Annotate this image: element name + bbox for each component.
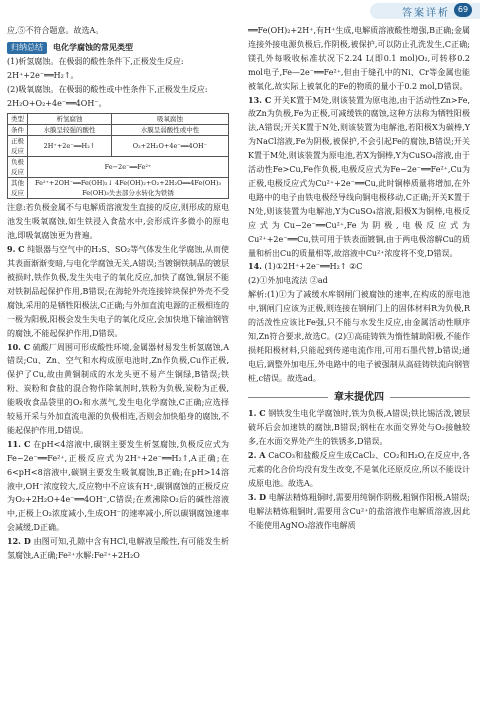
table-cell: 负极反应 bbox=[8, 157, 28, 178]
summary-heading bbox=[7, 41, 229, 55]
question-10 bbox=[7, 341, 229, 438]
paragraph-1-equation: 2H⁺+2e⁻══H₂↑。 bbox=[7, 70, 79, 80]
right-column bbox=[248, 24, 470, 533]
question-11 bbox=[7, 438, 229, 535]
answer-text: (1)①2H⁺+2e⁻══H₂↑ ②C bbox=[264, 262, 363, 272]
answer-text: 电解法精炼粗铜时,需要用纯铜作阴极,粗铜作阳极,A错误;电解法精炼粗铜时,需要用含Cu²⁺的盐溶液作电解质溶液,因此不能使用AgNO₃溶液作电解质 bbox=[248, 492, 470, 530]
answer-text: 开关K置于M处,则该装置为原电池,由于活动性Zn>Fe,故Zn为负极,Fe为正极,可减缓铁的腐蚀,这种方法称为牺牲阳极法,A错误;开关K置于N处,则该装置为电解池,若阳极X为碳棒,Y为NaCl溶液,Fe为阴极,被保护,不会引起Fe的腐蚀,B错误;开关K置于M处,则该装置为原电池,若X为铜棒,Y为CuSO₄溶液,由于活动性Fe>Cu,Fe作负极,电极反应式为Fe−2e⁻══Fe²⁺,Cu为正极,电极反应式为Cu²⁺+2e⁻══Cu,此时铜棒质量将增加,在外电路中的电子由铁电极经导线向铜电极移动,C正确;开关K置于N处,则该装置为电解池,Y为CuSO₄溶液,阳极X为铜棒,电极反应式为Cu−2e⁻══Cu²⁺,Fe为阴极,电极反应式为Cu²⁺+2e⁻══Cu,铁可用于铁表面镀铜,由于两电极溶解Cu的质量和析出Cu的质量相等,故溶液中Cu²⁺浓度将不变,D错误。 bbox=[248, 95, 470, 258]
answer-text: CaCO₃和盐酸反应生成CaCl₂、CO₂和H₂O,在反应中,各元素的化合价均没有发生改变,不是氧化还原反应,所以不能设计成原电池。故选A。 bbox=[248, 451, 471, 488]
divider bbox=[248, 397, 328, 398]
question-14-part-2: (2)①外加电流法 ②ad bbox=[248, 276, 328, 286]
paragraph-2-equation: 2H₂O+O₂+4e⁻══4OH⁻。 bbox=[7, 98, 107, 108]
table-header-row bbox=[8, 114, 229, 125]
note-text: 注意:若负极金属不与电解质溶液发生直接的反应,则形成的原电池发生吸氧腐蚀,如生铁浸入食盐水中,会形成许多微小的原电池,即吸氧腐蚀更为普遍。 bbox=[7, 203, 229, 241]
analysis-text: 解析:(1)①为了减缓水库钢闸门被腐蚀的速率,在构成的原电池中,钢闸门应该为正极,则连接在钢闸门上的固体材料R为负极,R的活泼性应该比Fe强,只不能与水发生反应,由金属活动性顺序知,Zn符合要求,故选C。(2)①高硅铸铁为惰性辅助阳极,不能作损耗阳极材料,只能起到传递电流作用,可用石墨代替,b错误;通电后,调整外加电压,外电路中的电子被强制从高硅铸铁流向钢管桩,c错误。故选ad。 bbox=[248, 290, 470, 383]
page-header bbox=[0, 0, 480, 20]
answer-text: 由图可知,孔隙中含有HCl,电解液呈酸性,有可能发生析氢腐蚀,A正确;Fe²⁺水解:Fe²⁺+2H₂O bbox=[7, 537, 229, 561]
left-column bbox=[7, 24, 229, 563]
question-number: 2. A bbox=[248, 450, 266, 461]
section-question-2 bbox=[248, 449, 470, 491]
answer-text: 硫酸厂周围可形成酸性环境,金属器材易发生析氢腐蚀,A错误;Cu、Zn、空气和水构成原电池时,Zn作负极,Cu作正极,保护了Cu,故由黄铜制成的水龙头更不易产生铜绿,B错误;铁粉、炭粉和食盐的混合物作除氧剂时,铁粉为负极,炭粉为正极,能吸收食品袋里的O₂和水蒸气,发生电化学腐蚀,C正确;应选择较易开采与外加直流电源的负极相连,否则会加快船身的腐蚀,不能起保护作用,D错误。 bbox=[7, 342, 229, 435]
divider bbox=[390, 397, 470, 398]
question-13 bbox=[248, 94, 470, 261]
table-cell: 条件 bbox=[8, 125, 28, 136]
question-number: 10. C bbox=[7, 341, 31, 352]
section-question-3 bbox=[248, 491, 470, 533]
answer-text: 钢铁发生电化学腐蚀时,铁为负极,A错误;铁比锡活泼,镀层破坏后会加速铁的腐蚀,B错误;钢柱在水面交界处与O₂接触较多,在水面交界处产生的铁锈多,D错误。 bbox=[248, 409, 470, 447]
table-cell: Fe−2e⁻══Fe²⁺ bbox=[28, 157, 229, 178]
question-number: 12. D bbox=[7, 536, 31, 547]
question-number: 11. C bbox=[7, 438, 31, 449]
table-cell: Fe²⁺+2OH⁻══Fe(OH)₂↓ 4Fe(OH)₂+O₂+2H₂O══4Fe(OH)₃ Fe(OH)₃失去部分水转化为铁锈 bbox=[28, 178, 229, 199]
table-cell: 2H⁺+2e⁻══H₂↑ bbox=[28, 136, 112, 157]
question-9 bbox=[7, 243, 229, 340]
question-number: 3. D bbox=[248, 491, 267, 502]
answer-text: 在pH<4溶液中,碳钢主要发生析氢腐蚀,负极反应式为Fe−2e⁻══Fe²⁺,正极反应式为2H⁺+2e⁻══H₂↑,A正确;在6<pH<8溶液中,碳钢主要发生吸氧腐蚀,B正确;在pH>14溶液中,OH⁻浓度较大,反应物中不应该有H⁺,碳钢腐蚀的正极反应为O₂+2H₂O+4e⁻══4OH⁻,C错误;在煮沸除O₂后的碱性溶液中,正极上O₂浓度减小,生成OH⁻的速率减小,所以碳钢腐蚀速率会减缓,D正确。 bbox=[7, 439, 229, 533]
table-row bbox=[8, 157, 229, 178]
section-question-1 bbox=[248, 407, 470, 449]
comparison-table bbox=[7, 113, 229, 199]
question-number: 9. C bbox=[7, 244, 25, 255]
paragraph-1: (1)析氢腐蚀。在极弱的酸性条件下,正极发生反应: bbox=[7, 56, 184, 66]
table-cell: 其他反应 bbox=[8, 178, 28, 199]
question-number: 1. C bbox=[248, 408, 266, 419]
section-heading bbox=[248, 391, 470, 405]
question-number: 14. bbox=[248, 261, 262, 272]
header-title: 答案详析 bbox=[402, 8, 450, 19]
table-header-cell: 析氢腐蚀 bbox=[28, 114, 112, 125]
table-cell: 正极反应 bbox=[8, 136, 28, 157]
table-cell: O₂+2H₂O+4e⁻══4OH⁻ bbox=[111, 136, 228, 157]
table-row bbox=[8, 136, 229, 157]
section-title: 章末提优四 bbox=[334, 391, 384, 403]
question-14 bbox=[248, 260, 470, 274]
page-number: 69 bbox=[454, 3, 472, 17]
question-number: 13. C bbox=[248, 94, 272, 105]
table-cell: 水膜呈弱酸性或中性 bbox=[111, 125, 228, 136]
intro-text: 应,⑤不符合题意。故选A。 bbox=[7, 26, 104, 35]
table-header-cell: 类型 bbox=[8, 114, 28, 125]
table-row bbox=[8, 178, 229, 199]
table-cell: 水膜呈较强的酸性 bbox=[28, 125, 112, 136]
summary-tag: 归纳总结 bbox=[7, 42, 47, 54]
continued-text: ══Fe(OH)₂+2H⁺,有H⁺生成,电解质溶液酸性增强,B正确;金属连接外接电源负极后,作阴极,被保护,可以防止孔洗发生,C正确;镁孔外每吸收标准状况下2.24 L(即0.1 mol)O₂,可转移0.2 mol电子,Fe—2e⁻══Fe²⁺,但由于缝孔中的Ni、Cr等金属也能被氧化,故实际上被氧化的Fe的物质的量小于0.2 mol,D错误。 bbox=[248, 26, 470, 91]
question-12 bbox=[7, 535, 229, 563]
table-row bbox=[8, 125, 229, 136]
paragraph-2: (2)吸氧腐蚀。在极弱的酸性或中性条件下,正极发生反应: bbox=[7, 84, 208, 94]
answer-text: 纯银器与空气中的H₂S、SO₂等气体发生化学腐蚀,从而使其表面渐渐变暗,与电化学腐蚀无关,A错误;当镀铜铁制品的镀层被损时,铁作负极,发生失电子的氧化反应,加快了腐蚀,铜层不能对铁制品起保护作用,B错误;在海轮外壳连接锌块保护外壳不受腐蚀,采用的是牺牲阳极法,C正确;与外加直流电源的正极相连的一极为阳极,阳极会发生失电子的氧化反应,会加快地下输油钢管的腐蚀,不能起保护作用,D错误。 bbox=[7, 245, 229, 338]
summary-title: 电化学腐蚀的常见类型 bbox=[53, 41, 133, 52]
table-header-cell: 吸氧腐蚀 bbox=[111, 114, 228, 125]
